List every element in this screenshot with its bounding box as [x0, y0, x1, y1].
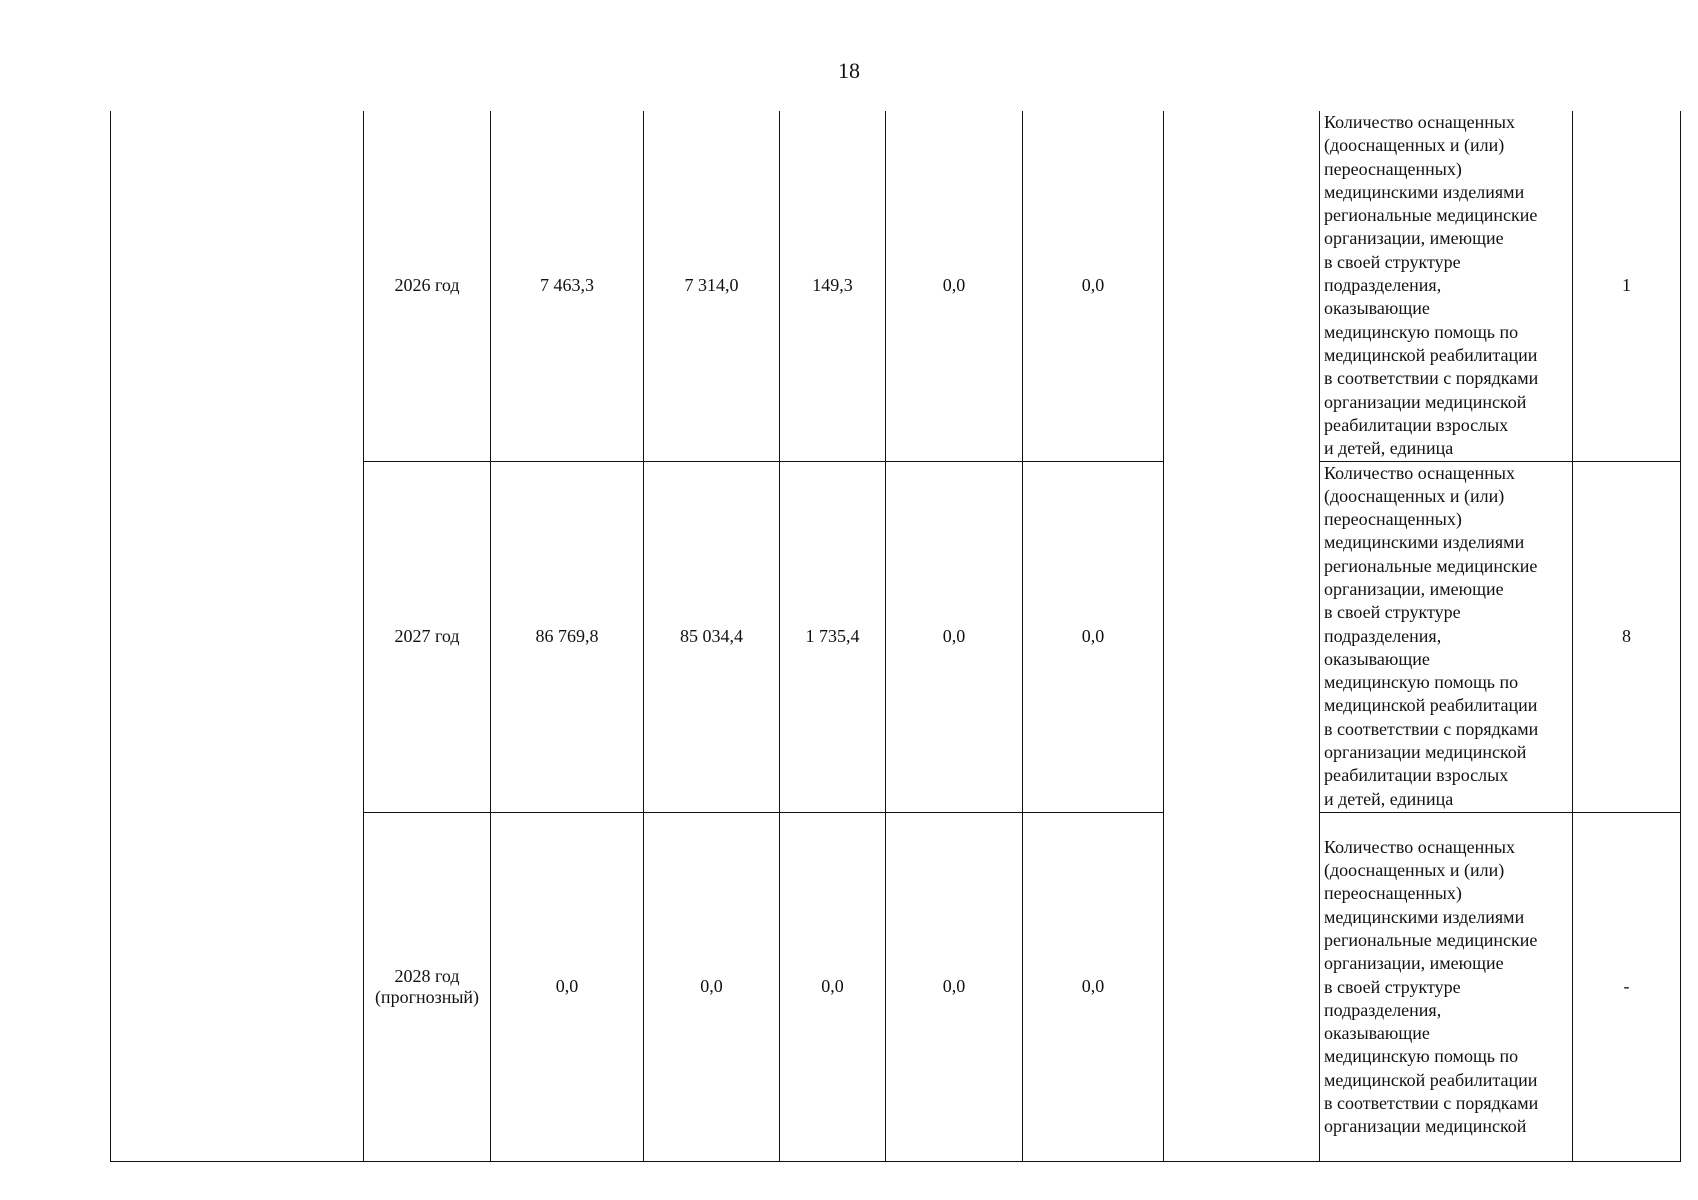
page-number: 18 — [838, 58, 860, 83]
total-cell: 0,0 — [491, 812, 644, 1162]
year-cell: 2026 год — [364, 111, 491, 461]
year-cell: 2027 год — [364, 461, 491, 812]
indicator-value-cell: 8 — [1573, 461, 1681, 812]
other-sources-cell: 0,0 — [1023, 461, 1164, 812]
federal-budget-cell: 85 034,4 — [644, 461, 780, 812]
total-cell: 7 463,3 — [491, 111, 644, 461]
indicator-text: Количество оснащенных (дооснащенных и (или) переоснащенных) медицинскими изделиями региональные медицинские организации, имеющие в своей структуре подразделения, оказывающие медицинскую помощь по медицинской реабилитации в соответствии с порядками организации медицинской — [1324, 836, 1539, 1137]
indicator-cell: Количество оснащенных (дооснащенных и (или) переоснащенных) медицинскими изделиями региональные медицинские организации, имеющие в своей структуре подразделения, оказывающие медицинскую помощь по медицинской реабилитации в соответствии с порядками организации медицинской реабилитации взрослых и детей, единица — [1320, 111, 1573, 461]
responsible-cell — [1164, 111, 1320, 1162]
indicator-cell: Количество оснащенных (дооснащенных и (или) переоснащенных) медицинскими изделиями региональные медицинские организации, имеющие в своей структуре подразделения, оказывающие медицинскую помощь по медицинской реабилитации в соответствии с порядками организации медицинской реабилитации взрослых и детей, единица — [1320, 461, 1573, 812]
other-sources-cell: 0,0 — [1023, 812, 1164, 1162]
local-budget-cell: 0,0 — [886, 812, 1023, 1162]
financing-table — [110, 111, 1681, 1162]
other-sources-cell: 0,0 — [1023, 111, 1164, 461]
regional-budget-cell: 0,0 — [780, 812, 886, 1162]
indicator-value-cell: - — [1573, 812, 1681, 1162]
federal-budget-cell: 0,0 — [644, 812, 780, 1162]
local-budget-cell: 0,0 — [886, 111, 1023, 461]
measure-name-cell — [111, 111, 364, 1162]
regional-budget-cell: 1 735,4 — [780, 461, 886, 812]
indicator-cell — [1320, 812, 1573, 1162]
year-cell: 2028 год (прогнозный) — [364, 812, 491, 1162]
total-cell: 86 769,8 — [491, 461, 644, 812]
federal-budget-cell: 7 314,0 — [644, 111, 780, 461]
table-row — [111, 111, 1681, 461]
local-budget-cell: 0,0 — [886, 461, 1023, 812]
regional-budget-cell: 149,3 — [780, 111, 886, 461]
indicator-value-cell: 1 — [1573, 111, 1681, 461]
